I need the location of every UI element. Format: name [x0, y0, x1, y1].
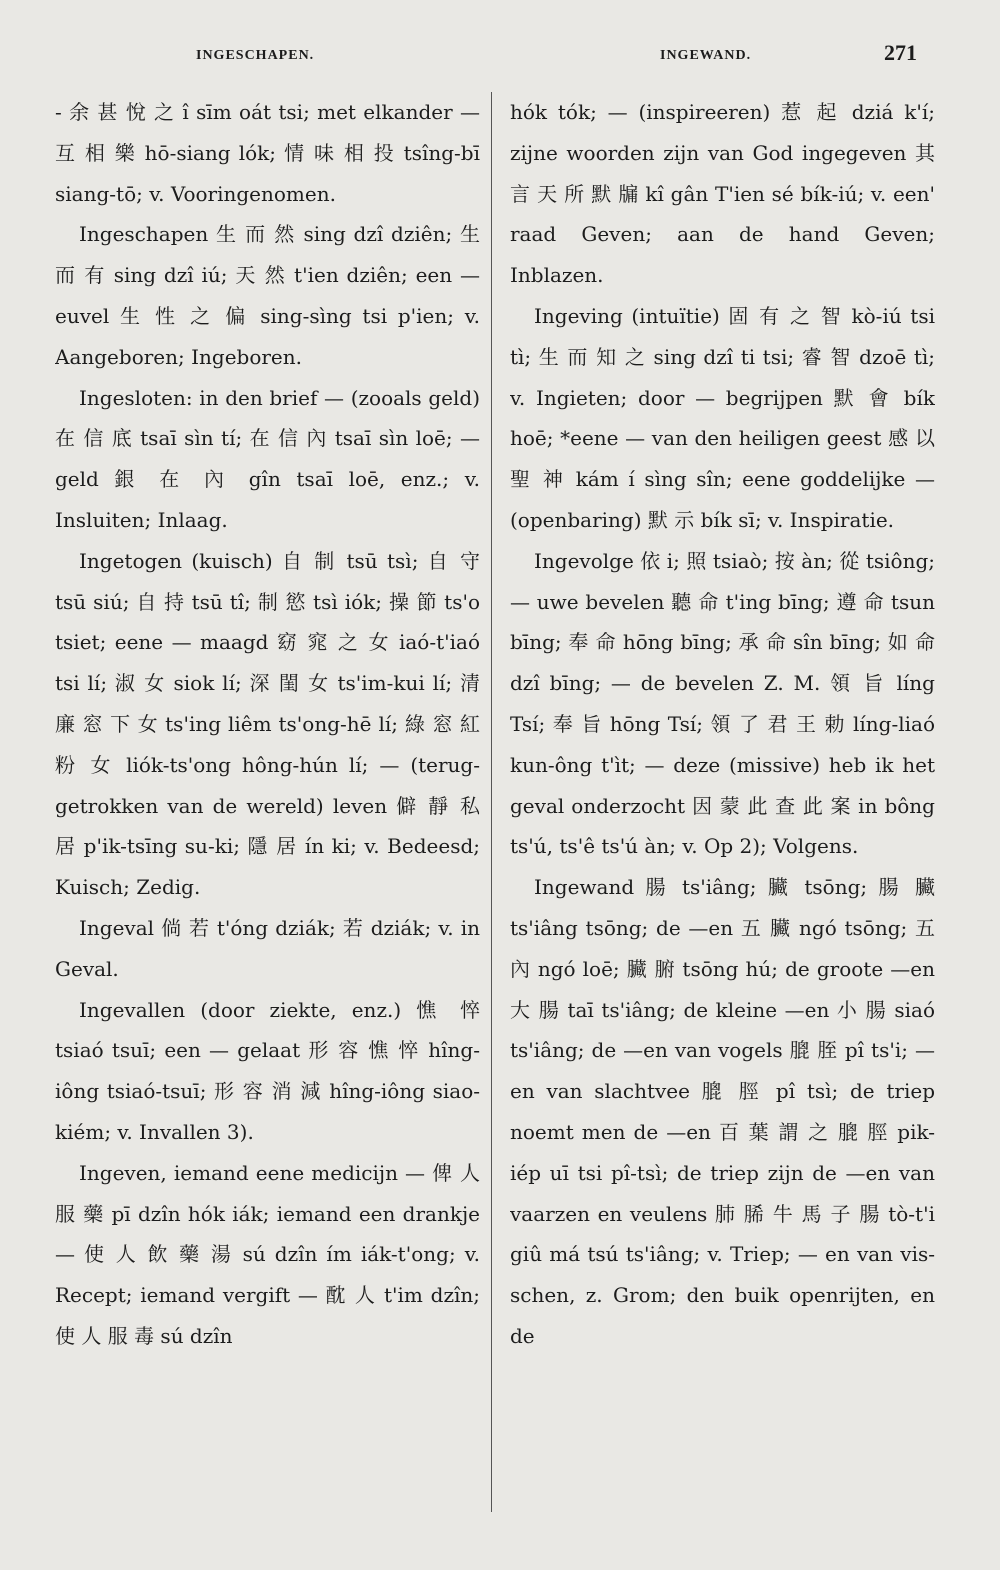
left-column — [55, 92, 480, 1522]
entry-paragraph: - 余 甚 悅 之 î sīm oát tsi; met elkander — 互 相 樂 hō-siang lók; 情 味 相 投 tsîng-bī siang-tō; v. Vooringenomen. — [55, 100, 480, 206]
entry-ingeval: Ingeval 倘 若 t'óng dziák; 若 dziák; v. in Geval. — [55, 915, 480, 981]
entry-ingetogen: Ingetogen (kuisch) 自 制 tsū tsì; 自 守 tsū siú; 自 持 tsū tî; 制 慾 tsì iók; 操 節 ts'o tsiet; eene — maagd 窈 窕 之 女 iaó-t'iaó tsi lí; 淑 女 siok lí; 深 閨 女 ts'im-kui lí; 清 廉 窓 下 女 ts'ing liêm ts'ong-hē lí; 綠 窓 紅 粉 女 liók-ts'ong hông-hún lí; — (teruggetrokken van de wereld) leven 僻 靜 私 居 p'ik-tsīng su-ki; 隱 居 ín ki; v. Bedeesd; Kuisch; Zedig. — [55, 548, 480, 900]
entry-ingeving: Ingeving (intuïtie) 固 有 之 智 kò-iú tsi tì; 生 而 知 之 sing dzî ti tsi; 睿 智 dzoē tì; v. Ingieten; door — begrijpen 默 會 bík hoē; *eene — van den heiligen geest 感 以 聖 神 kám í sìng sîn; eene goddelijke — (openbaring) 默 示 bík sī; v. Inspiratie. — [510, 303, 935, 532]
right-column — [510, 92, 935, 1522]
page-number: 271 — [884, 40, 917, 65]
entry-ingewand: Ingewand 腸 ts'iâng; 臟 tsōng; 腸 臟 ts'iâng tsōng; de —en 五 臟 ngó tsōng; 五 內 ngó loē; 臟 腑 tsōng hú; de groote —en 大 腸 taī ts'iâng; de kleine —en 小 腸 siaó ts'iâng; de —en van vogels 膍 胵 pî ts'i; — en van slachtvee 膍 脛 pî tsì; de triep noemt men de —en 百 葉 謂 之 膍 脛 pik-iép uī tsi pî-tsì; de triep zijn de —en van vaarzen en veulens 肺 脪 牛 馬 子 腸 tò-t'i giû má tsú ts'iâng; v. Triep; — en van visschen, z. Grom; den buik openrijten, en de — [510, 875, 935, 1348]
column-divider — [491, 92, 492, 1512]
running-header-left: INGESCHAPEN. — [196, 48, 315, 63]
entry-ingevolge: Ingevolge 依 i; 照 tsiaò; 按 àn; 從 tsiông; — uwe bevelen 聽 命 t'ing bīng; 遵 命 tsun bīng; 奉 命 hōng bīng; 承 命 sîn bīng; 如 命 dzî bīng; — de bevelen Z. M. 領 旨 líng Tsí; 奉 旨 hōng Tsí; 領 了 君 王 勅 líng-liaó kun-ông t'ìt; — deze (missive) heb ik het geval onderzocht 因 蒙 此 查 此 案 in bông ts'ú, ts'ê ts'ú àn; v. Op 2); Volgens. — [510, 548, 935, 859]
entry-ingesloten: Ingesloten: in den brief — (zooals geld) 在 信 底 tsaī sìn tí; 在 信 內 tsaī sìn loē; — geld 銀 在 內 gîn tsaī loē, enz.; v. Insluiten; Inlaag. — [55, 385, 480, 532]
entry-ingeschapen: Ingeschapen 生 而 然 sing dzî dziên; 生 而 有 sing dzî iú; 天 然 t'ien dziên; een — euvel 生 性 之 偏 sing-sìng tsi p'ien; v. Aangeboren; Ingeboren. — [55, 222, 480, 369]
running-header-right: INGEWAND. — [660, 48, 752, 63]
entry-ingeven: Ingeven, iemand eene medicijn — 俾 人 服 藥 pī dzîn hók iák; iemand een drankje — 使 人 飲 藥 湯 sú dzîn ím iák-t'ong; v. Recept; iemand vergift — 酖 人 t'im dzîn; 使 人 服 毒 sú dzîn — [55, 1160, 480, 1348]
entry-ingevallen: Ingevallen (door ziekte, enz.) 憔 悴 tsiaó tsuī; een — gelaat 形 容 憔 悴 hîng-iông tsiaó-tsuī; 形 容 消 減 hîng-iông siao-kiém; v. Invallen 3). — [55, 997, 480, 1144]
entry-paragraph: hók tók; — (inspireeren) 惹 起 dziá k'í; zijne woorden zijn van God ingegeven 其 言 天 所 默 牖 kî gân T'ien sé bík-iú; v. een' raad Geven; aan de hand Geven; Inblazen. — [510, 100, 935, 288]
